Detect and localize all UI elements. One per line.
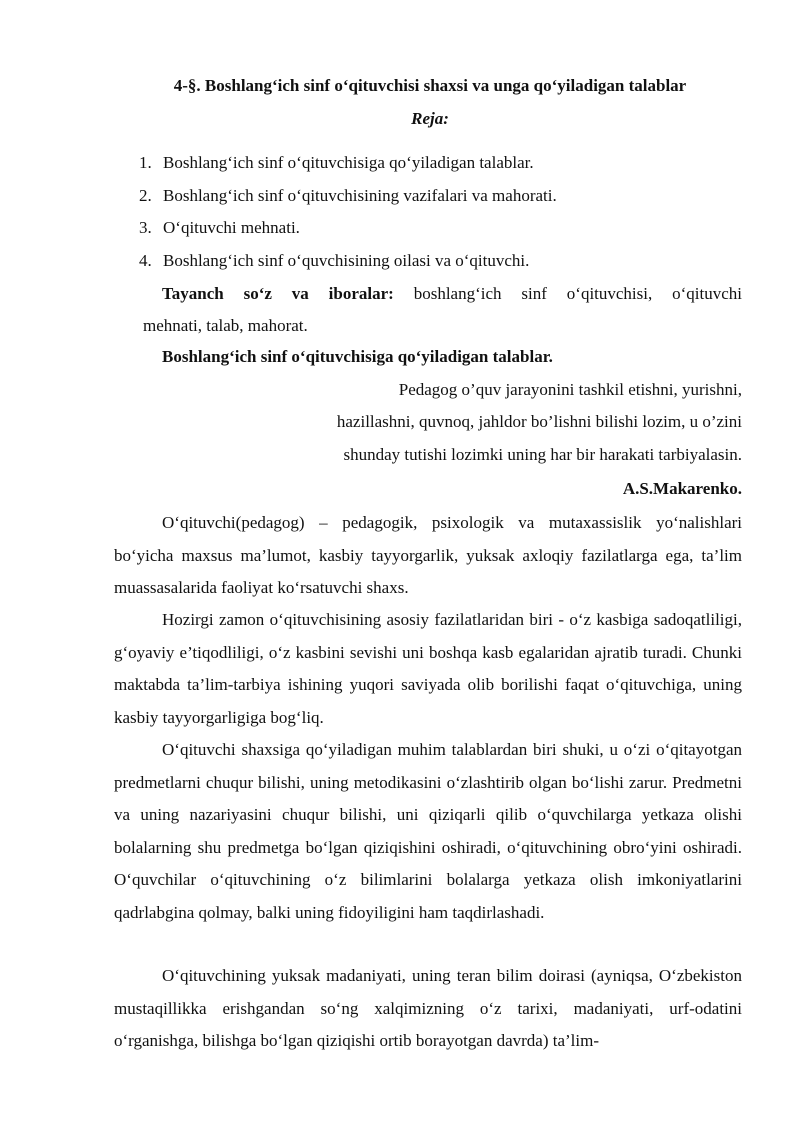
paragraph: O‘qituvchi(pedagog) – pedagogik, psixologik va mutaxassislik yo‘nalishlari bo‘yicha maxsus ma’lumot, kasbiy tayyorgarlik, yuksak axloqiy fazilatlarga ega, ta’lim muassasalarida faoliyat ko‘rsatuvchi shaxs. [114,513,742,598]
plan-list [139,152,557,282]
keywords-line [162,284,742,304]
plan-item [139,250,557,283]
epigraph-line: Pedagog o’quv jarayonini tashkil etishni, yurishni, [398,380,742,399]
epigraph-author: A.S.Makarenko. [622,479,742,498]
section-heading: Boshlang‘ich sinf o‘qituvchisiga qo‘yiladigan talablar. [162,347,553,366]
keywords-text: boshlang‘ich sinf o‘qituvchisi, o‘qituvchi [413,284,742,303]
paragraph: O‘qituvchining yuksak madaniyati, uning teran bilim doirasi (ayniqsa, O‘zbekiston mustaqillikka erishgandan so‘ng xalqimizning o‘z tarixi, madaniyati, urf-odatini o‘rganishga, bilishga bo‘lgan qiziqishi ortib borayotgan davrda) ta’lim- [114,966,742,1051]
plan-item-number: 1. [139,153,152,172]
keywords-label: Tayanch so‘z va iboralar: [162,284,394,303]
plan-item [139,152,557,185]
paragraph: O‘qituvchi shaxsiga qo‘yiladigan muhim talablardan biri shuki, u o‘zi o‘qitayotgan predmetlarni chuqur bilishi, uning metodikasini o‘zlashtirib olgan bo‘lishi zarur. Predmetni va uning nazariyasini chuqur bilishi, uni qiziqarli qilib o‘quvchilarga yetkaza olishi bolalarning shu predmetga bo‘lgan qiziqishini oshiradi, o‘qituvchining obro‘yini oshiradi. O‘quvchilar o‘qituvchining o‘z bilimlarini bolalarga yetkaza olish imkoniyatlarini qadrlabgina qolmay, balki uning fidoyiligini ham taqdirlashadi. [114,740,742,922]
plan-item-text: O‘qituvchi mehnati. [163,218,300,237]
plan-item-text: Boshlang‘ich sinf o‘qituvchisining vazifalari va mahorati. [163,185,557,205]
keywords-continuation: mehnati, talab, mahorat. [143,316,308,335]
epigraph-line: hazillashni, quvnoq, jahldor bo’lishni bilishi lozim, u o’zini [336,412,742,431]
plan-item-number: 4. [139,250,152,270]
plan-label: Reja: [411,109,449,128]
plan-item-text: Boshlang‘ich sinf o‘qituvchisiga qo‘yiladigan talablar. [163,153,534,172]
paragraph: Hozirgi zamon o‘qituvchisining asosiy fazilatlaridan biri - o‘z kasbiga sadoqatliligi, g‘oyaviy e’tiqodliligi, o‘z kasbini sevishi uni boshqa kasb egalaridan ajratib turadi. Chunki maktabda ta’lim-tarbiya ishining yuqori saviyada olib borilishi faqat o‘qituvchiga, uning kasbiy tayyorgarligiga bog‘liq. [114,610,742,727]
plan-item [139,217,557,250]
epigraph-line: shunday tutishi lozimki uning har bir harakati tarbiyalasin. [343,445,742,464]
chapter-heading: 4-§. Boshlang‘ich sinf o‘qituvchisi shaxsi va unga qo‘yiladigan talablar [173,76,687,95]
plan-item-number: 3. [139,218,152,237]
plan-item-text: Boshlang‘ich sinf o‘quvchisining oilasi va o‘qituvchi. [163,250,530,270]
plan-item-number: 2. [139,185,152,205]
plan-item [139,185,557,218]
